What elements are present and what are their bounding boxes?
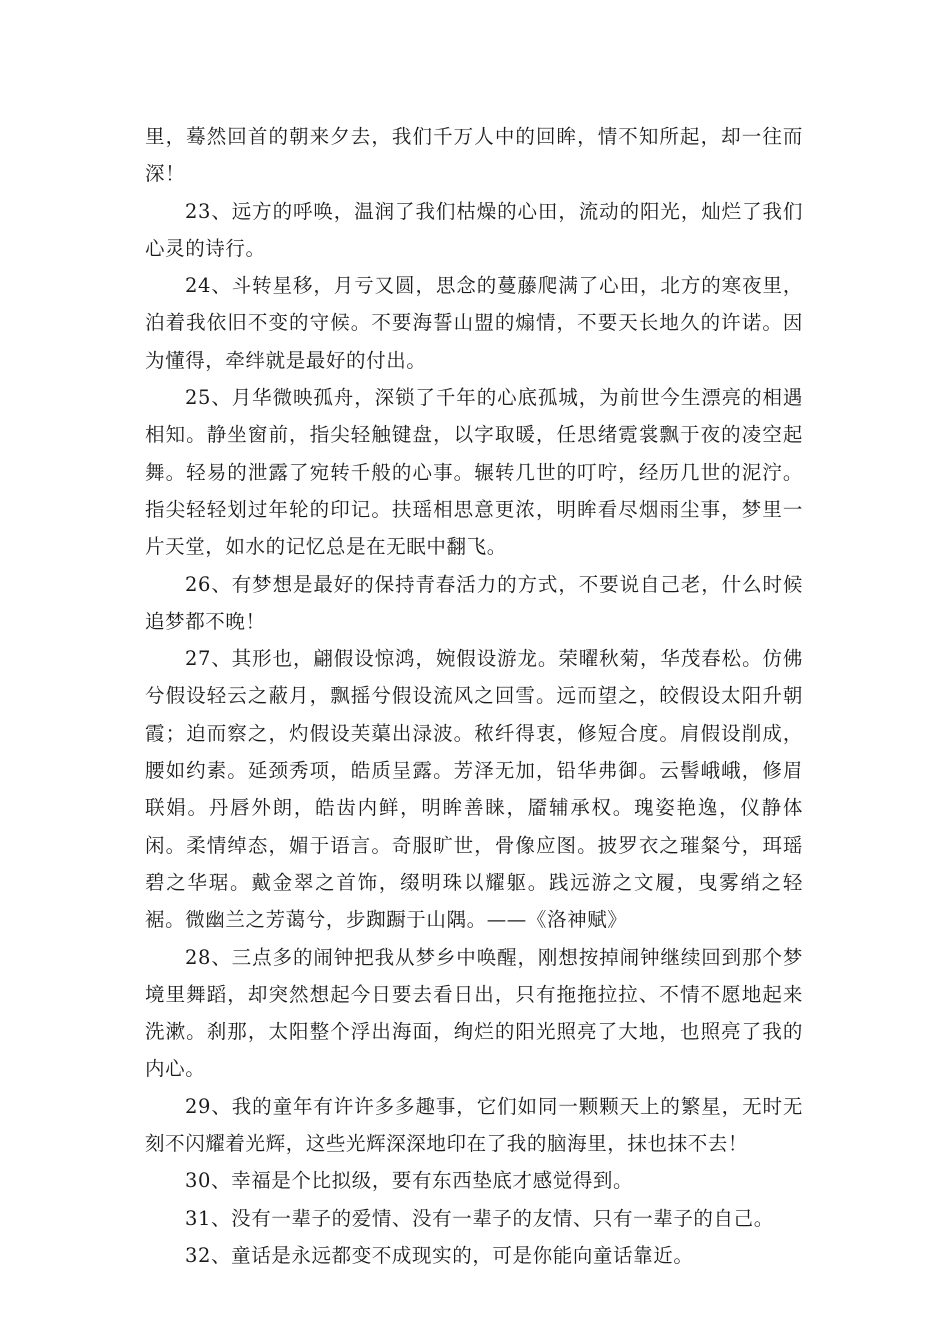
paragraph-23: 23、远方的呼唤，温润了我们枯燥的心田，流动的阳光，灿烂了我们心灵的诗行。 xyxy=(145,199,803,260)
paragraph-29: 29、我的童年有许许多多趣事，它们如同一颗颗天上的繁星，无时无刻不闪耀着光辉，这些光辉深深地印在了我的脑海里，抹也抹不去！ xyxy=(145,1094,803,1156)
paragraph-25: 25、月华微映孤舟，深锁了千年的心底孤城，为前世今生漂亮的相遇相知。静坐窗前，指尖轻触键盘，以字取暖，任思绪霓裳飘于夜的凌空起舞。轻易的泄露了宛转千般的心事。辗转几世的叮咛，经历几世的泥泞。指尖轻轻划过年轮的印记。扶瑶相思意更浓，明眸看尽烟雨尘事，梦里一片天堂，如水的记忆总是在无眠中翻飞。 xyxy=(145,386,803,559)
paragraph-31: 31、没有一辈子的爱情、没有一辈子的友情、只有一辈子的自己。 xyxy=(185,1206,774,1230)
paragraph-24: 24、斗转星移，月亏又圆，思念的蔓藤爬满了心田，北方的寒夜里，泊着我依旧不变的守候。不要海誓山盟的煽情，不要天长地久的许诺。因为懂得，牵绊就是最好的付出。 xyxy=(145,274,803,372)
document-body xyxy=(145,118,803,1274)
paragraph-continuation: 里，蓦然回首的朝来夕去，我们千万人中的回眸，情不知所起，却一往而深！ xyxy=(145,125,803,186)
paragraph-27: 27、其形也，翩假设惊鸿，婉假设游龙。荣曜秋菊，华茂春松。仿佛兮假设轻云之蔽月，飘摇兮假设流风之回雪。远而望之，皎假设太阳升朝霞；迫而察之，灼假设芙蕖出渌波。秾纤得衷，修短合度。肩假设削成，腰如约素。延颈秀项，皓质呈露。芳泽无加，铅华弗御。云髻峨峨，修眉联娟。丹唇外朗，皓齿内鲜，明眸善睐，靥辅承权。瑰姿艳逸，仪静体闲。柔情绰态，媚于语言。奇服旷世，骨像应图。披罗衣之璀粲兮，珥瑶碧之华琚。戴金翠之首饰，缀明珠以耀躯。践远游之文履，曳雾绡之轻裾。微幽兰之芳蔼兮，步踟蹰于山隅。——《洛神赋》 xyxy=(145,647,803,932)
paragraph-28: 28、三点多的闹钟把我从梦乡中唤醒，刚想按掉闹钟继续回到那个梦境里舞蹈，却突然想起今日要去看日出，只有拖拖拉拉、不情不愿地起来洗漱。刹那，太阳整个浮出海面，绚烂的阳光照亮了大地，也照亮了我的内心。 xyxy=(145,945,803,1081)
paragraph-30: 30、幸福是个比拟级，要有东西垫底才感觉得到。 xyxy=(185,1169,634,1193)
paragraph-26: 26、有梦想是最好的保持青春活力的方式，不要说自己老，什么时候追梦都不晚！ xyxy=(145,572,803,633)
paragraph-32: 32、童话是永远都变不成现实的，可是你能向童话靠近。 xyxy=(185,1243,694,1267)
